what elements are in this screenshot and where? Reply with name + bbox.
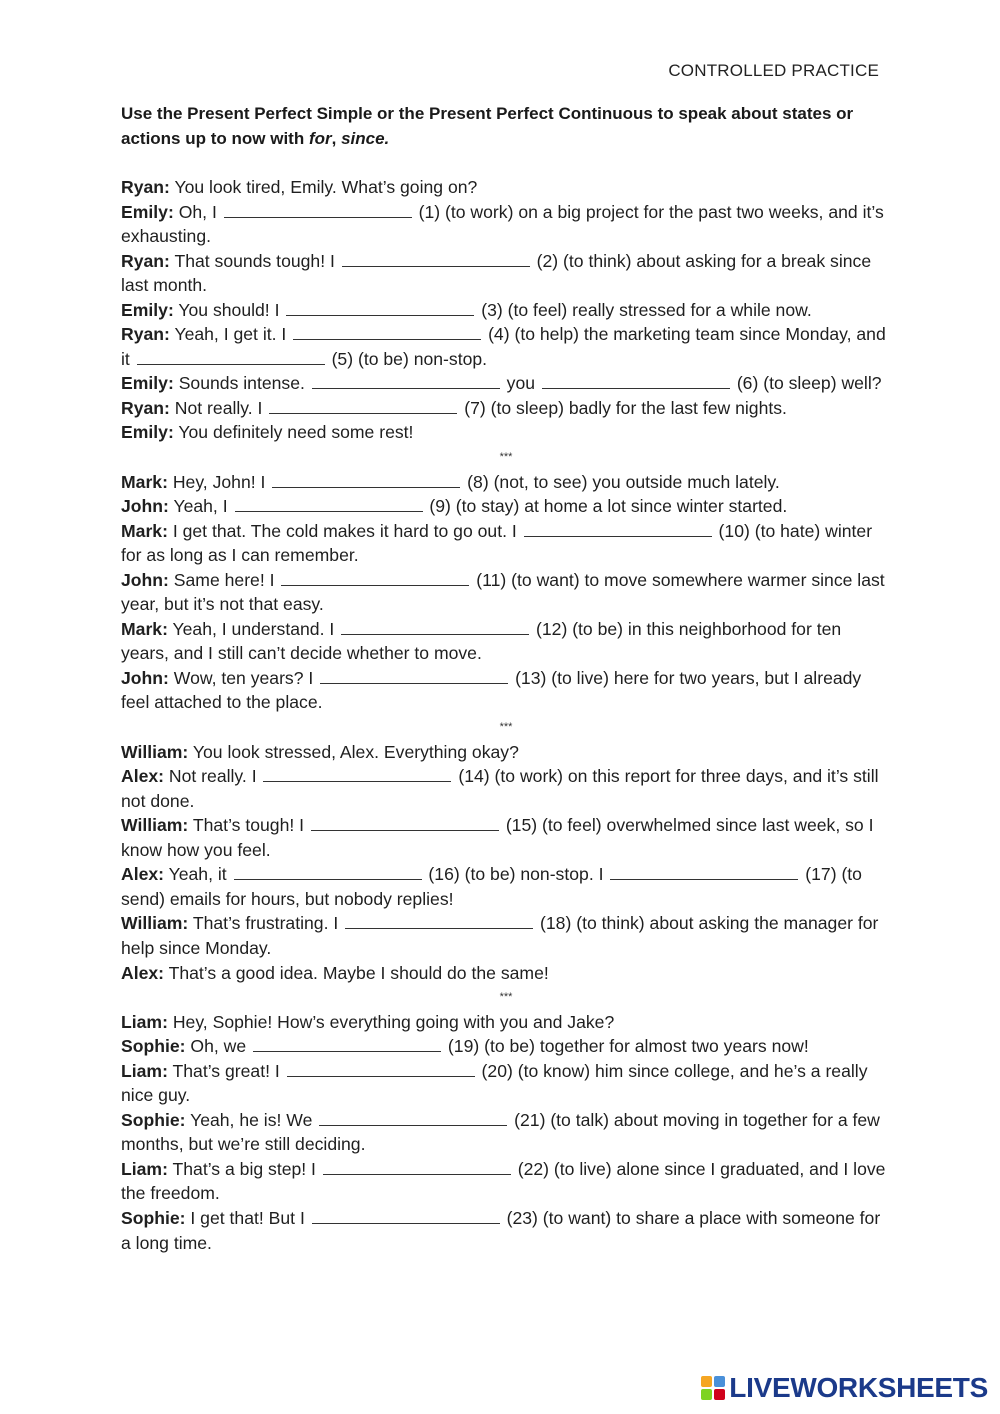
dialogue-text: (13) (to live) here for two years, but I already feel attached to the place. xyxy=(121,667,862,713)
instructions-for: for xyxy=(308,128,332,148)
dialogue-text: (20) (to know) him since college, and he’s a really nice guy. xyxy=(121,1060,868,1106)
answer-blank[interactable] xyxy=(269,398,457,414)
dialogue-line xyxy=(121,1010,891,1035)
dialogue-line xyxy=(121,568,891,617)
dialogue-text: (15) (to feel) overwhelmed since last week, so I know how you feel. xyxy=(121,815,874,860)
speaker-name: Sophie: xyxy=(121,1109,186,1130)
speaker-name: Liam: xyxy=(121,1011,168,1032)
dialogue-text: Yeah, it xyxy=(164,864,232,885)
speaker-name: John: xyxy=(121,569,169,590)
dialogue-text: You look stressed, Alex. Everything okay? xyxy=(188,741,519,762)
answer-blank[interactable] xyxy=(263,766,451,782)
section-separator: *** xyxy=(499,451,513,464)
section-separator: *** xyxy=(499,991,513,1004)
dialogue-text: That sounds tough! I xyxy=(169,250,340,271)
page-header: CONTROLLED PRACTICE xyxy=(668,61,879,80)
dialogue-text: (12) (to be) in this neighborhood for ten years, and I still can’t decide whether to move. xyxy=(121,618,842,664)
dialogue-line xyxy=(121,1108,891,1157)
instructions-text: Use the Present Perfect Simple or the Present Perfect Continuous to speak about states or actions up to now with xyxy=(121,104,854,148)
liveworksheets-logo xyxy=(701,1372,988,1404)
speaker-name: Mark: xyxy=(121,520,168,541)
dialogue-text: You look tired, Emily. What’s going on? xyxy=(169,177,478,197)
dialogue-text: Not really. I xyxy=(169,397,268,418)
answer-blank[interactable] xyxy=(320,668,508,684)
dialogue-line xyxy=(121,617,891,666)
dialogue-line xyxy=(121,175,891,200)
speaker-name: Ryan: xyxy=(121,250,170,271)
dialogue-text: (23) (to want) to share a place with someone for a long time. xyxy=(121,1207,881,1253)
logo-mark-icon xyxy=(701,1376,725,1400)
dialogue-line xyxy=(121,200,891,249)
answer-blank[interactable] xyxy=(137,349,325,365)
dialogue-text: (18) (to think) about asking the manager for help since Monday. xyxy=(121,913,879,958)
dialogue-line xyxy=(121,396,891,421)
dialogue-text: That’s frustrating. I xyxy=(188,913,344,934)
instructions xyxy=(121,102,891,151)
speaker-name: William: xyxy=(121,913,189,934)
dialogue-line xyxy=(121,764,891,813)
answer-blank[interactable] xyxy=(345,913,533,929)
answer-blank[interactable] xyxy=(224,202,412,218)
answer-blank[interactable] xyxy=(323,1159,511,1175)
dialogue-text: Yeah, he is! We xyxy=(185,1109,318,1130)
section-separator: *** xyxy=(499,721,513,734)
dialogue-text: (10) (to hate) winter for as long as I can remember. xyxy=(121,520,873,566)
answer-blank[interactable] xyxy=(287,1061,475,1077)
dialogue-text: (19) (to be) together for almost two years now! xyxy=(443,1036,809,1057)
answer-blank[interactable] xyxy=(272,472,460,488)
dialogue-text: Yeah, I xyxy=(168,496,233,517)
answer-blank[interactable] xyxy=(281,570,469,586)
speaker-name: Emily: xyxy=(121,299,174,320)
speaker-name: Ryan: xyxy=(121,324,170,345)
answer-blank[interactable] xyxy=(524,521,712,537)
answer-blank[interactable] xyxy=(253,1036,441,1052)
dialogue-line xyxy=(121,494,891,519)
dialogue-text: (11) (to want) to move somewhere warmer since last year, but it’s not that easy. xyxy=(121,569,885,615)
speaker-name: Emily: xyxy=(121,422,174,443)
logo-square xyxy=(701,1376,712,1387)
dialogue-text: Yeah, I understand. I xyxy=(167,618,340,639)
speaker-name: Liam: xyxy=(121,1060,168,1081)
dialogue-text: I get that! But I xyxy=(185,1207,310,1228)
answer-blank[interactable] xyxy=(312,1208,500,1224)
speaker-name: Alex: xyxy=(121,962,165,983)
dialogue-line xyxy=(121,298,891,323)
dialogue-line xyxy=(121,519,891,568)
answer-blank[interactable] xyxy=(341,619,529,635)
answer-blank[interactable] xyxy=(319,1110,507,1126)
speaker-name: Alex: xyxy=(121,766,165,787)
dialogue-line xyxy=(121,249,891,298)
dialogue-text: That’s great! I xyxy=(167,1060,285,1081)
dialogue-text: (22) (to live) alone since I graduated, and I love the freedom. xyxy=(121,1158,886,1204)
dialogue-line xyxy=(121,740,891,765)
dialogue-line xyxy=(121,371,891,396)
dialogue-line xyxy=(121,1034,891,1059)
dialogue-text: I get that. The cold makes it hard to go out. I xyxy=(167,520,522,541)
dialogue-text: Same here! I xyxy=(168,569,280,590)
answer-blank[interactable] xyxy=(235,496,423,512)
dialogue-text: (16) (to be) non-stop. I xyxy=(423,864,609,885)
speaker-name: Ryan: xyxy=(121,177,170,197)
speaker-name: Ryan: xyxy=(121,397,170,418)
dialogue-line xyxy=(121,862,891,911)
dialogue-line xyxy=(121,1206,891,1255)
dialogue-text: Hey, John! I xyxy=(167,471,271,492)
dialogue-text: (14) (to work) on this report for three days, and it’s still not done. xyxy=(121,766,879,811)
dialogue-text: (2) (to think) about asking for a break since last month. xyxy=(121,250,872,296)
dialogue-line xyxy=(121,813,891,862)
dialogue-line xyxy=(121,666,891,715)
dialogue-text: you xyxy=(501,373,540,394)
answer-blank[interactable] xyxy=(312,373,500,389)
dialogue-line xyxy=(121,322,891,371)
dialogue-line xyxy=(121,420,891,445)
speaker-name: William: xyxy=(121,741,189,762)
dialogue-text: Wow, ten years? I xyxy=(168,667,319,688)
answer-blank[interactable] xyxy=(311,815,499,831)
dialogue-line xyxy=(121,470,891,495)
dialogue-text: Yeah, I get it. I xyxy=(169,324,292,345)
dialogue-text: (8) (not, to see) you outside much lately. xyxy=(462,471,780,492)
dialogue-text: Not really. I xyxy=(164,766,262,787)
logo-square xyxy=(701,1389,712,1400)
dialogue-line xyxy=(121,1059,891,1108)
dialogue-text: Sounds intense. xyxy=(173,373,310,394)
answer-blank[interactable] xyxy=(286,300,474,316)
speaker-name: John: xyxy=(121,496,169,517)
speaker-name: Sophie: xyxy=(121,1036,186,1057)
dialogue-text: (17) (to send) emails for hours, but nobody replies! xyxy=(121,864,862,909)
dialogue-text: (6) (to sleep) well? xyxy=(731,373,882,394)
dialogue-text: (5) (to be) non-stop. xyxy=(326,348,488,369)
answer-blank[interactable] xyxy=(610,864,798,880)
speaker-name: Emily: xyxy=(121,201,174,222)
dialogue-text: (7) (to sleep) badly for the last few nights. xyxy=(459,397,787,418)
dialogue-text: (1) (to work) on a big project for the past two weeks, and it’s exhausting. xyxy=(121,201,884,247)
dialogue-line xyxy=(121,911,891,960)
dialogue-text: Oh, I xyxy=(173,201,222,222)
speaker-name: Sophie: xyxy=(121,1207,186,1228)
dialogue-text: You definitely need some rest! xyxy=(173,422,414,443)
answer-blank[interactable] xyxy=(342,251,530,267)
answer-blank[interactable] xyxy=(234,864,422,880)
instructions-since: since. xyxy=(341,128,390,148)
dialogue-line xyxy=(121,1157,891,1206)
dialogue-container xyxy=(121,175,891,1255)
speaker-name: Liam: xyxy=(121,1158,168,1179)
dialogue-text: You should! I xyxy=(173,299,285,320)
dialogue-text: Hey, Sophie! How’s everything going with you and Jake? xyxy=(167,1011,615,1032)
instructions-comma: , xyxy=(331,128,342,148)
speaker-name: John: xyxy=(121,667,169,688)
dialogue-text: (21) (to talk) about moving in together for a few months, but we’re still deciding. xyxy=(121,1109,880,1155)
answer-blank[interactable] xyxy=(542,373,730,389)
dialogue-line xyxy=(121,961,891,986)
dialogue-text: (4) (to help) the marketing team since Monday, and it xyxy=(121,324,886,369)
speaker-name: Alex: xyxy=(121,864,165,885)
dialogue-text: Oh, we xyxy=(185,1036,252,1057)
speaker-name: Mark: xyxy=(121,471,168,492)
dialogue-text: (9) (to stay) at home a lot since winter started. xyxy=(424,496,788,517)
dialogue-text: That’s a good idea. Maybe I should do the same! xyxy=(164,962,549,983)
logo-square xyxy=(714,1389,725,1400)
dialogue-text: That’s a big step! I xyxy=(167,1158,321,1179)
dialogue-text: (3) (to feel) really stressed for a while now. xyxy=(476,299,812,320)
speaker-name: William: xyxy=(121,815,189,836)
speaker-name: Mark: xyxy=(121,618,168,639)
dialogue-text: That’s tough! I xyxy=(188,815,309,836)
logo-square xyxy=(714,1376,725,1387)
answer-blank[interactable] xyxy=(293,324,481,340)
logo-text: LIVEWORKSHEETS xyxy=(729,1372,988,1403)
speaker-name: Emily: xyxy=(121,373,174,394)
